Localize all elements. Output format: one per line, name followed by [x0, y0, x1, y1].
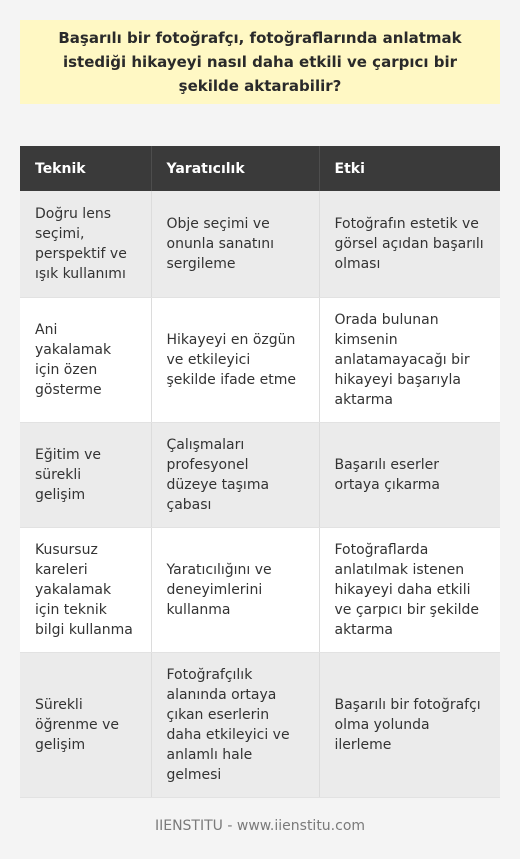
table-cell: Başarılı bir fotoğrafçı olma yolunda ilerleme [319, 652, 500, 797]
table-cell: Hikayeyi en özgün ve etkileyici şekilde ifade etme [151, 297, 319, 422]
column-header-yaraticilik: Yaratıcılık [151, 146, 319, 191]
comparison-table [20, 146, 500, 798]
table-cell: Doğru lens seçimi, perspektif ve ışık kullanımı [20, 191, 151, 297]
page-title: Başarılı bir fotoğrafçı, fotoğraflarında anlatmak istediği hikayeyi nasıl daha etkili ve çarpıcı bir şekilde aktarabilir? [58, 29, 462, 95]
table-cell: Yaratıcılığını ve deneyimlerini kullanma [151, 527, 319, 652]
table-header-row [20, 146, 500, 191]
table-cell: Orada bulunan kimsenin anlatamayacağı bir hikayeyi başarıyla aktarma [319, 297, 500, 422]
table-row [20, 422, 500, 527]
table-row [20, 652, 500, 797]
table-cell: Kusursuz kareleri yakalamak için teknik bilgi kullanma [20, 527, 151, 652]
column-header-teknik: Teknik [20, 146, 151, 191]
comparison-table-container [20, 146, 500, 798]
table-row [20, 191, 500, 297]
table-cell: Fotoğrafçılık alanında ortaya çıkan eserlerin daha etkileyici ve anlamlı hale gelmesi [151, 652, 319, 797]
table-cell: Ani yakalamak için özen gösterme [20, 297, 151, 422]
table-cell: Obje seçimi ve onunla sanatını sergileme [151, 191, 319, 297]
table-row [20, 297, 500, 422]
table-cell: Başarılı eserler ortaya çıkarma [319, 422, 500, 527]
column-header-etki: Etki [319, 146, 500, 191]
table-row [20, 527, 500, 652]
table-cell: Fotoğraflarda anlatılmak istenen hikayeyi daha etkili ve çarpıcı bir şekilde aktarma [319, 527, 500, 652]
footer-credit: IIENSTITU - www.iienstitu.com [154, 818, 366, 834]
table-cell: Fotoğrafın estetik ve görsel açıdan başarılı olması [319, 191, 500, 297]
table-cell: Çalışmaları profesyonel düzeye taşıma çabası [151, 422, 319, 527]
title-banner [20, 20, 500, 104]
table-cell: Eğitim ve sürekli gelişim [20, 422, 151, 527]
table-cell: Sürekli öğrenme ve gelişim [20, 652, 151, 797]
